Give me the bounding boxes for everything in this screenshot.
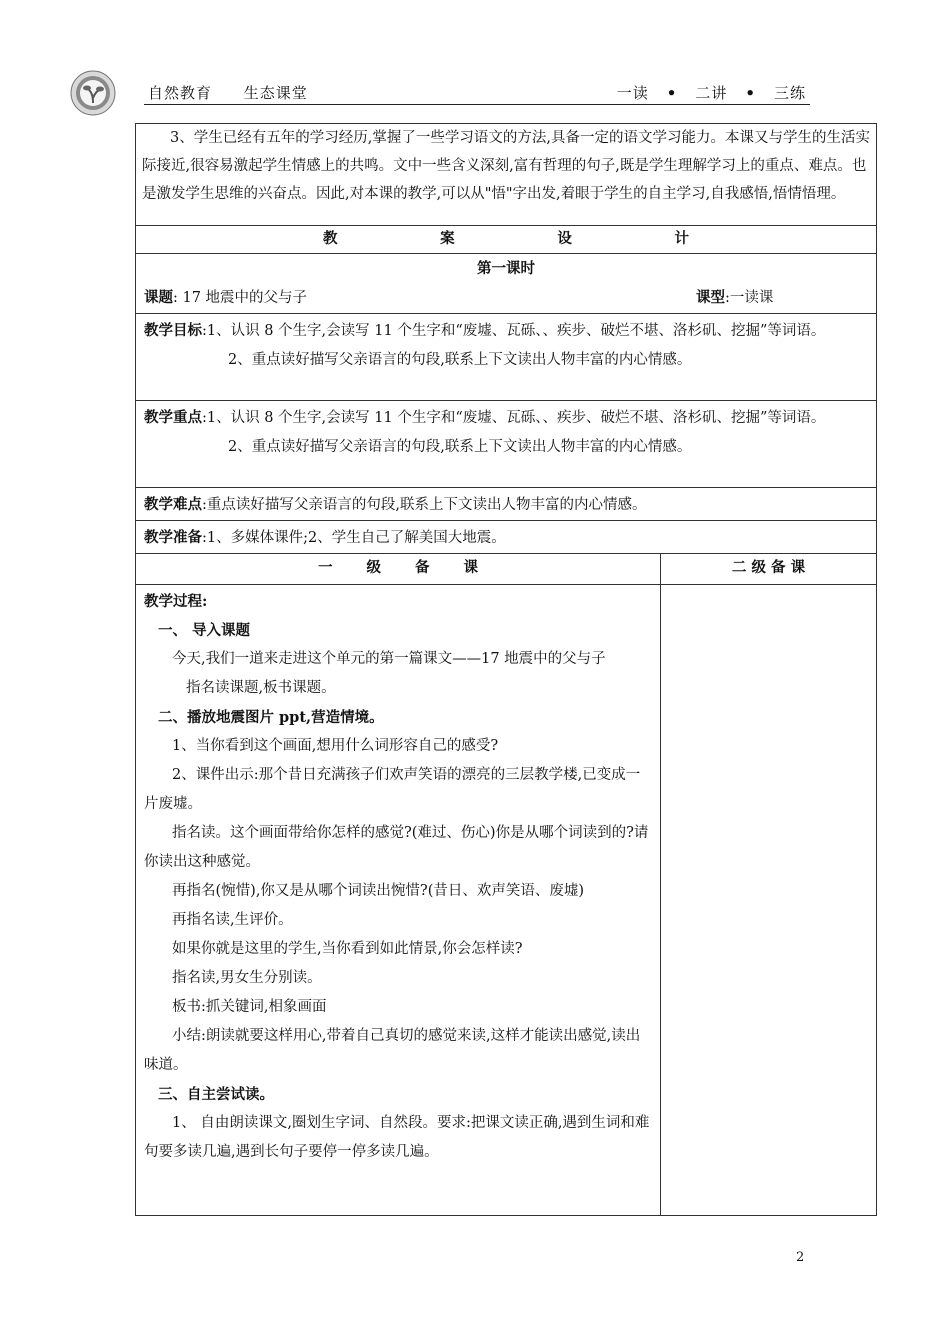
design-title-1: 教 xyxy=(323,230,338,247)
first-prep-header xyxy=(318,554,478,582)
lesson-topic-line xyxy=(144,283,868,313)
preparation-text: :1、多媒体课件;2、学生自己了解美国大地震。 xyxy=(202,530,506,546)
keypoints-row xyxy=(136,401,877,488)
process-line: 1、当你看到这个画面,想用什么词形容自己的感受? xyxy=(172,738,499,754)
first-prep-1: 一 xyxy=(318,559,333,576)
design-title-row xyxy=(136,226,877,254)
process-line: 再指名读,生评价。 xyxy=(172,912,293,928)
process-line: 一、 导入课题 xyxy=(158,622,251,639)
keypoints-line-2: 2、重点读好描写父亲语言的句段,联系上下文读出人物丰富的内心情感。 xyxy=(228,439,692,455)
process-label: 教学过程: xyxy=(144,593,208,610)
first-prep-4: 课 xyxy=(463,559,478,576)
process-cell xyxy=(136,585,661,1216)
header-slogan-left xyxy=(148,82,334,103)
process-line: 2、课件出示:那个昔日充满孩子们欢声笑语的漂亮的三层教学楼,已变成一片废墟。 xyxy=(144,767,641,812)
goals-row xyxy=(136,314,877,401)
type-label: 课型 xyxy=(696,289,725,306)
process-line: 1、 自由朗读课文,圈划生字词、自然段。要求:把课文读正确,遇到生词和难句要多读几遍,遇到长句子要停一停多读几遍。 xyxy=(144,1115,650,1160)
topic-value: : 17 地震中的父与子 xyxy=(173,290,308,306)
process-line: 指名读课题,板书课题。 xyxy=(186,680,336,696)
first-prep-3: 备 xyxy=(415,559,430,576)
goals-line-1 xyxy=(144,316,868,346)
process-lines xyxy=(144,616,652,1167)
process-line: 三、自主尝试读。 xyxy=(158,1086,274,1103)
difficulty-label: 教学难点 xyxy=(144,496,202,513)
lesson-period: 第一课时 xyxy=(477,260,535,277)
header-right-3: 三练 xyxy=(773,84,806,102)
header-left-1: 自然教育 xyxy=(148,84,213,102)
column-header-row xyxy=(136,554,877,585)
intro-paragraph: 3、学生已经有五年的学习经历,掌握了一些学习语文的方法,具备一定的语文学习能力。本课又与学生的生活实际接近,很容易激起学生情感上的共鸣。文中一些含义深刻,富有哲理的句子,既是学生理解学习上的重点、难点。也是激发学生思维的兴奋点。因此,对本课的教学,可以从"悟"字出发,着眼于学生的自主学习,自我感悟,悟情悟理。 xyxy=(142,130,870,202)
design-title xyxy=(323,226,689,252)
second-prep-cell xyxy=(661,585,877,1216)
process-line: 指名读,男女生分别读。 xyxy=(172,970,322,986)
process-line: 今天,我们一道来走进这个单元的第一篇课文——17 地震中的父与子 xyxy=(172,651,606,667)
type-value: :一读课 xyxy=(725,290,774,306)
keypoints-label: 教学重点 xyxy=(144,409,202,426)
process-row xyxy=(136,585,877,1216)
goals-label: 教学目标 xyxy=(144,322,202,339)
goals-text-1: :1、认识 8 个生字,会读写 11 个生字和“废墟、瓦砾、、疾步、破烂不堪、洛杉矶、挖掘”等词语。 xyxy=(202,323,826,339)
second-prep-header: 二 级 备 课 xyxy=(661,554,877,585)
preparation-row xyxy=(136,521,877,554)
keypoints-line-1 xyxy=(144,403,868,433)
header-slogan-right xyxy=(617,82,806,103)
process-line: 再指名(惋惜),你又是从哪个词读出惋惜?(昔日、欢声笑语、废墟) xyxy=(172,883,585,899)
topic-label: 课题 xyxy=(144,289,173,306)
goals-line-2: 2、重点读好描写父亲语言的句段,联系上下文读出人物丰富的内心情感。 xyxy=(228,352,692,368)
process-line: 如果你就是这里的学生,当你看到如此情景,你会怎样读? xyxy=(172,941,523,957)
intro-row xyxy=(136,124,877,226)
design-title-2: 案 xyxy=(440,230,455,247)
preparation-label: 教学准备 xyxy=(144,529,202,546)
first-prep-2: 级 xyxy=(366,559,381,576)
header-dot-2: • xyxy=(745,84,756,102)
process-line: 小结:朗读就要这样用心,带着自己真切的感觉来读,这样才能读出感觉,读出味道。 xyxy=(144,1028,641,1073)
process-line: 二、播放地震图片 ppt,营造情境。 xyxy=(158,709,384,726)
lesson-plan-table xyxy=(135,123,877,1216)
header-rule xyxy=(144,104,810,105)
school-logo-icon xyxy=(70,70,116,116)
design-title-4: 计 xyxy=(674,230,689,247)
process-line: 板书:抓关键词,相象画面 xyxy=(172,999,327,1015)
design-title-3: 设 xyxy=(557,230,572,247)
lesson-type xyxy=(696,283,773,313)
keypoints-text-1: :1、认识 8 个生字,会读写 11 个生字和“废墟、瓦砾、、疾步、破烂不堪、洛杉矶、挖掘”等词语。 xyxy=(202,410,826,426)
difficulty-row xyxy=(136,488,877,521)
header-right-2: 二讲 xyxy=(695,84,728,102)
difficulty-text: :重点读好描写父亲语言的句段,联系上下文读出人物丰富的内心情感。 xyxy=(202,497,647,513)
page-header xyxy=(70,70,810,110)
header-dot-1: • xyxy=(666,84,678,102)
process-line: 指名读。这个画面带给你怎样的感觉?(难过、伤心)你是从哪个词读到的?请你读出这种感觉。 xyxy=(144,825,649,870)
header-left-2: 生态课堂 xyxy=(243,84,308,102)
header-right-1: 一读 xyxy=(616,84,649,102)
page-number: 2 xyxy=(796,1250,805,1265)
lesson-info-row xyxy=(136,254,877,314)
